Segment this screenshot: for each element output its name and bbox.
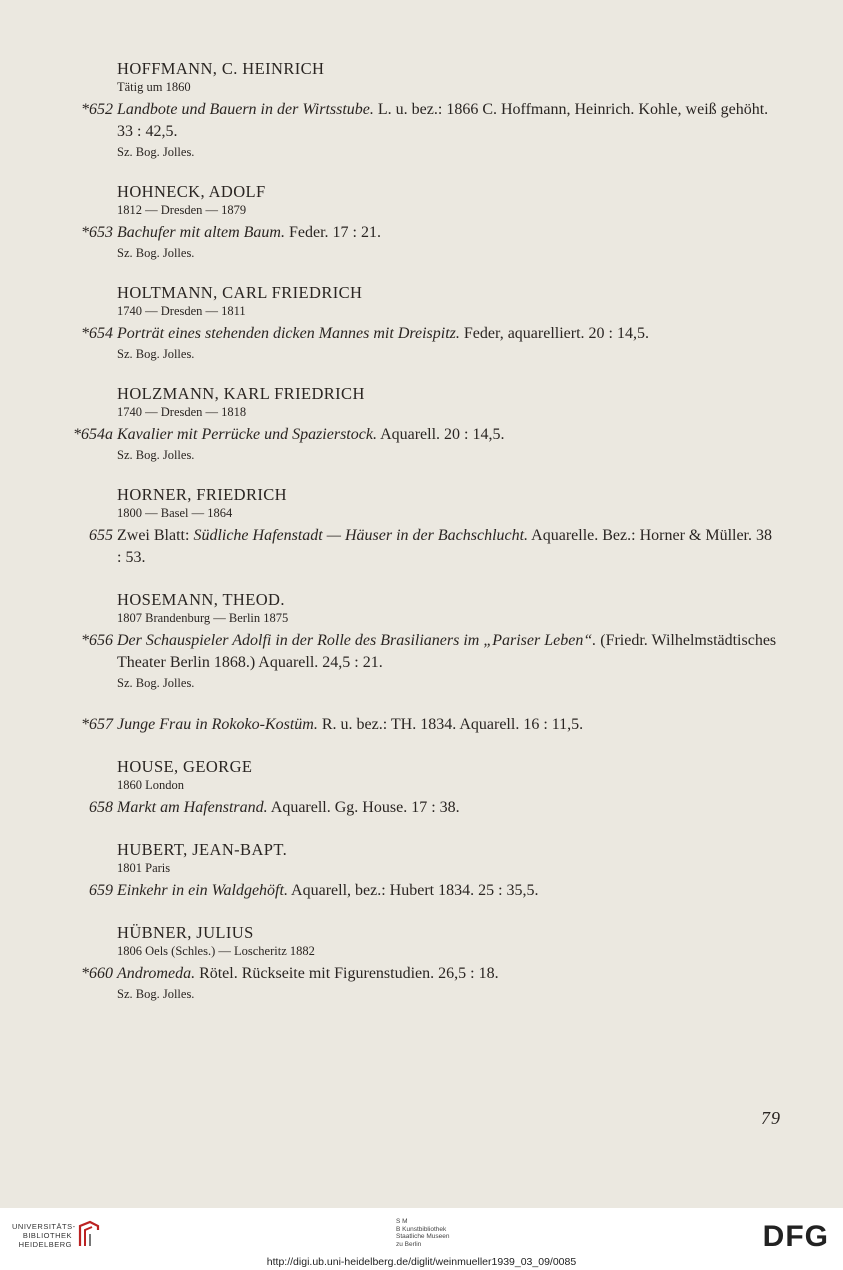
artwork-description: Feder, aquarelliert. 20 : 14,5. — [459, 325, 649, 342]
artwork-title: Bachufer mit altem Baum. — [117, 224, 285, 241]
artist-name: HOUSE, GEORGE — [117, 757, 253, 776]
provenance-note: Sz. Bog. Jolles. — [117, 145, 195, 159]
lot-number: *654 — [81, 325, 113, 342]
artwork-title: Junge Frau in Rokoko-Kostüm. — [117, 716, 318, 733]
artwork-description: Aquarell, bez.: Hubert 1834. 25 : 35,5. — [287, 882, 539, 899]
artwork-description: Feder. 17 : 21. — [284, 224, 381, 241]
artwork-description: (Friedr. Wilhelmstädtisches Theater Berlin 1868.) Aquarell. 24,5 : 21. — [117, 632, 777, 671]
artist-name: HOSEMANN, THEOD. — [117, 590, 285, 609]
catalog-item — [81, 963, 779, 985]
artwork-title: Einkehr in ein Waldgehöft. — [117, 882, 288, 899]
lot-number: 655 — [89, 527, 113, 544]
lot-number: 659 — [89, 882, 113, 899]
dfg-logo[interactable]: DFG — [762, 1220, 829, 1253]
artist-life-dates: 1807 Brandenburg — Berlin 1875 — [117, 611, 289, 625]
artist-life-dates: 1801 Paris — [117, 861, 171, 875]
page-number: 79 — [761, 1108, 781, 1128]
artist-name: HÜBNER, JULIUS — [117, 923, 254, 942]
provenance-note: Sz. Bog. Jolles. — [117, 676, 195, 690]
permalink-url[interactable]: http://digi.ub.uni-heidelberg.de/diglit/weinmueller1939_03_09/0085 — [266, 1256, 577, 1268]
artwork-description: Aquarell. Gg. House. 17 : 38. — [267, 799, 460, 816]
artist-life-dates: 1812 — Dresden — 1879 — [117, 203, 247, 217]
artist-life-dates: 1740 — Dresden — 1811 — [117, 304, 246, 318]
item-prefix: Zwei Blatt: — [117, 527, 194, 544]
sm-line: zu Berlin — [396, 1240, 422, 1248]
provenance-note: Sz. Bog. Jolles. — [117, 987, 195, 1001]
artist-name: HOHNECK, ADOLF — [117, 182, 266, 201]
lot-number: *653 — [81, 224, 113, 241]
provenance-note: Sz. Bog. Jolles. — [117, 448, 195, 462]
smb-kunstbibliothek-label[interactable] — [396, 1218, 449, 1248]
artist-name: HOFFMANN, C. HEINRICH — [117, 59, 325, 78]
university-line: UNIVERSITÄTS- — [12, 1222, 76, 1231]
artist-name: HOLZMANN, KARL FRIEDRICH — [117, 384, 365, 403]
artist-name: HUBERT, JEAN-BAPT. — [117, 840, 288, 859]
artwork-description: Aquarelle. Bez.: Horner & Müller. 38 : 53. — [117, 527, 772, 566]
artwork-description: L. u. bez.: 1866 C. Hoffmann, Heinrich. Kohle, weiß gehöht. 33 : 42,5. — [117, 101, 769, 140]
artwork-title: Porträt eines stehenden dicken Mannes mit Dreispitz. — [117, 325, 460, 342]
artwork-title: Andromeda. — [117, 965, 196, 982]
artist-life-dates: 1800 — Basel — 1864 — [117, 506, 233, 520]
artist-life-dates: 1860 London — [117, 778, 185, 792]
provenance-note: Sz. Bog. Jolles. — [117, 246, 195, 260]
artist-life-dates: Tätig um 1860 — [117, 80, 191, 94]
lot-number: *657 — [81, 716, 113, 733]
catalog-entries — [0, 58, 843, 1003]
catalog-item — [81, 630, 779, 674]
catalog-item — [81, 323, 779, 345]
artwork-title: Kavalier mit Perrücke und Spazierstock. — [117, 426, 377, 443]
catalog-item — [89, 797, 779, 819]
artwork-title: Markt am Hafenstrand. — [117, 799, 268, 816]
university-logo-icon[interactable] — [76, 1220, 102, 1248]
catalog-item — [81, 222, 779, 244]
artwork-description: R. u. bez.: TH. 1834. Aquarell. 16 : 11,5. — [317, 716, 584, 733]
artist-life-dates: 1740 — Dresden — 1818 — [117, 405, 247, 419]
university-line: BIBLIOTHEK — [22, 1231, 72, 1240]
sm-line: Staatliche Museen — [396, 1233, 450, 1240]
catalog-item — [81, 99, 779, 143]
artist-life-dates: 1806 Oels (Schles.) — Loscheritz 1882 — [117, 944, 315, 958]
artwork-title: Landbote und Bauern in der Wirtsstube. — [117, 101, 374, 118]
lot-number: *652 — [81, 101, 113, 118]
artwork-title: Südliche Hafenstadt — Häuser in der Bachschlucht. — [193, 527, 529, 544]
artist-name: HOLTMANN, CARL FRIEDRICH — [117, 283, 363, 302]
catalog-item — [89, 880, 779, 902]
provenance-note: Sz. Bog. Jolles. — [117, 347, 195, 361]
lot-number: *654a — [73, 426, 113, 443]
sm-line: B Kunstbibliothek — [396, 1225, 447, 1233]
artwork-title: Der Schauspieler Adolfi in der Rolle des Brasilianers im „Pariser Leben“. — [117, 632, 597, 649]
catalog-item — [89, 525, 779, 569]
footer-bar — [0, 1208, 843, 1270]
lot-number: 658 — [89, 799, 113, 816]
artist-name: HORNER, FRIEDRICH — [117, 485, 287, 504]
sm-line: S M — [396, 1218, 408, 1225]
lot-number: *660 — [81, 965, 113, 982]
catalog-item — [81, 714, 779, 736]
university-line: HEIDELBERG — [18, 1240, 72, 1249]
artwork-description: Rötel. Rückseite mit Figurenstudien. 26,5 : 18. — [195, 965, 499, 982]
lot-number: *656 — [81, 632, 113, 649]
university-library-label[interactable] — [12, 1222, 76, 1249]
artwork-description: Aquarell. 20 : 14,5. — [376, 426, 505, 443]
catalog-item — [73, 424, 779, 446]
